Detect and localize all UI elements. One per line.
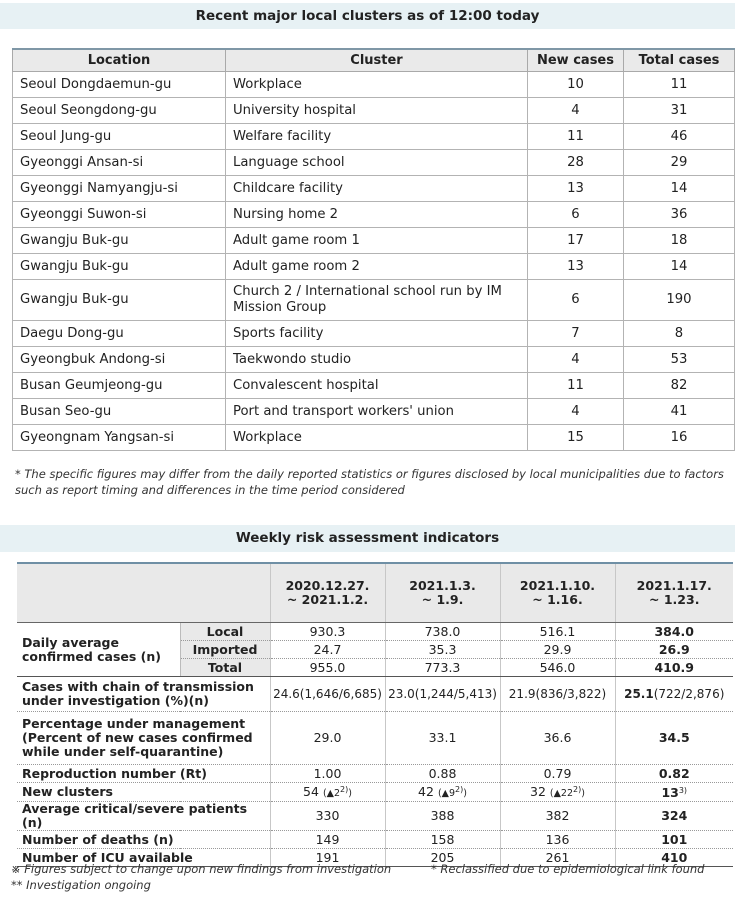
- total-cases-cell: 53: [624, 347, 735, 373]
- new-cases-cell: 11: [528, 373, 624, 399]
- new-cases-cell: 7: [528, 321, 624, 347]
- deaths-value: 149: [270, 831, 385, 849]
- period-header: [270, 563, 385, 623]
- new-clusters-number: 32: [530, 784, 546, 799]
- imported-value: 26.9: [615, 641, 733, 659]
- cluster-cell: Adult game room 2: [226, 254, 528, 280]
- critical-value: 388: [385, 802, 500, 831]
- total-cases-cell: 36: [624, 202, 735, 228]
- footnote-marker: 2): [573, 785, 582, 794]
- chain-n: (1,244/5,413): [414, 687, 497, 701]
- location-cell: Gyeonggi Ansan-si: [13, 150, 226, 176]
- total-label: Total: [180, 659, 270, 677]
- chain-pct: 24.6: [273, 687, 300, 701]
- row-new-clusters: [17, 783, 733, 802]
- clusters-title: Recent major local clusters as of 12:00 today: [0, 3, 735, 29]
- new-clusters-number: 54: [303, 784, 319, 799]
- local-value: 516.1: [500, 623, 615, 641]
- table-row: [13, 124, 735, 150]
- reclassified-note: (▲22: [549, 788, 574, 799]
- chain-value: [500, 677, 615, 712]
- period-end: ~ 1.9.: [421, 592, 464, 607]
- row-critical: [17, 802, 733, 831]
- location-cell: Seoul Jung-gu: [13, 124, 226, 150]
- new-clusters-number: 42: [418, 784, 434, 799]
- table-row: [13, 150, 735, 176]
- risk-header-blank: [17, 563, 270, 623]
- deaths-value: 158: [385, 831, 500, 849]
- period-start: 2021.1.17.: [636, 578, 712, 593]
- clusters-table: [12, 48, 735, 451]
- chain-pct: 25.1: [624, 687, 654, 701]
- icu-value: 261: [500, 849, 615, 867]
- period-end: ~ 2021.1.2.: [286, 592, 369, 607]
- table-row: [13, 280, 735, 321]
- col-header-new-cases: New cases: [528, 49, 624, 72]
- clusters-header-row: [13, 49, 735, 72]
- location-cell: Gwangju Buk-gu: [13, 280, 226, 321]
- total-cases-cell: 41: [624, 399, 735, 425]
- new-cases-cell: 4: [528, 347, 624, 373]
- location-cell: Busan Seo-gu: [13, 399, 226, 425]
- icu-value: 410: [615, 849, 733, 867]
- new-cases-cell: 6: [528, 280, 624, 321]
- footnote-ongoing: ** Investigation ongoing: [11, 878, 151, 892]
- table-row: [13, 98, 735, 124]
- new-clusters-value: [385, 783, 500, 802]
- chain-value: [385, 677, 500, 712]
- chain-n: (1,646/6,685): [299, 687, 382, 701]
- col-header-total-cases: Total cases: [624, 49, 735, 72]
- chain-n: (836/3,822): [535, 687, 607, 701]
- row-management: [17, 712, 733, 765]
- reclassified-note: (▲2: [322, 788, 340, 799]
- critical-value: 324: [615, 802, 733, 831]
- imported-value: 29.9: [500, 641, 615, 659]
- row-chain: [17, 677, 733, 712]
- management-label: Percentage under management (Percent of new cases confirmed while under self-quarantine): [17, 712, 270, 765]
- col-header-location: Location: [13, 49, 226, 72]
- cluster-cell: Welfare facility: [226, 124, 528, 150]
- total-value: 410.9: [615, 659, 733, 677]
- deaths-value: 136: [500, 831, 615, 849]
- new-cases-cell: 4: [528, 399, 624, 425]
- critical-value: 330: [270, 802, 385, 831]
- total-value: 546.0: [500, 659, 615, 677]
- management-value: 33.1: [385, 712, 500, 765]
- rt-value: 1.00: [270, 765, 385, 783]
- cluster-cell: Convalescent hospital: [226, 373, 528, 399]
- period-end: ~ 1.23.: [649, 592, 700, 607]
- cluster-cell: Church 2 / International school run by IM Mission Group: [226, 280, 528, 321]
- rt-value: 0.82: [615, 765, 733, 783]
- rt-label: Reproduction number (Rt): [17, 765, 270, 783]
- management-value: 36.6: [500, 712, 615, 765]
- reclassified-note: (▲9: [437, 788, 455, 799]
- table-row: [13, 72, 735, 98]
- chain-value: [270, 677, 385, 712]
- location-cell: Seoul Seongdong-gu: [13, 98, 226, 124]
- chain-pct: 21.9: [508, 687, 536, 701]
- new-cases-cell: 4: [528, 98, 624, 124]
- new-clusters-label: New clusters: [17, 783, 270, 802]
- period-header: [615, 563, 733, 623]
- col-header-cluster: Cluster: [226, 49, 528, 72]
- table-row: [13, 347, 735, 373]
- chain-pct: 23.0: [388, 687, 415, 701]
- new-clusters-value: [270, 783, 385, 802]
- new-cases-cell: 13: [528, 254, 624, 280]
- chain-label: Cases with chain of transmission under investigation (%)(n): [17, 677, 270, 712]
- risk-table: [17, 562, 733, 867]
- row-deaths: [17, 831, 733, 849]
- risk-footnotes: [11, 861, 731, 893]
- total-cases-cell: 18: [624, 228, 735, 254]
- total-value: 955.0: [270, 659, 385, 677]
- total-cases-cell: 8: [624, 321, 735, 347]
- new-cases-cell: 17: [528, 228, 624, 254]
- total-cases-cell: 11: [624, 72, 735, 98]
- cluster-cell: Childcare facility: [226, 176, 528, 202]
- imported-value: 24.7: [270, 641, 385, 659]
- rt-value: 0.88: [385, 765, 500, 783]
- new-cases-cell: 6: [528, 202, 624, 228]
- location-cell: Gyeongnam Yangsan-si: [13, 425, 226, 451]
- new-clusters-value: [615, 783, 733, 802]
- table-row: [13, 399, 735, 425]
- location-cell: Gyeonggi Suwon-si: [13, 202, 226, 228]
- clusters-footnote: * The specific figures may differ from the daily reported statistics or figures disclosed by local municipalities due to factors such as report timing and differences in the time period considered: [15, 467, 724, 497]
- new-cases-cell: 28: [528, 150, 624, 176]
- cluster-cell: University hospital: [226, 98, 528, 124]
- location-cell: Seoul Dongdaemun-gu: [13, 72, 226, 98]
- critical-value: 382: [500, 802, 615, 831]
- table-row: [13, 228, 735, 254]
- note-close: ): [581, 788, 585, 799]
- total-cases-cell: 16: [624, 425, 735, 451]
- cluster-cell: Workplace: [226, 425, 528, 451]
- chain-value: [615, 677, 733, 712]
- cluster-cell: Adult game room 1: [226, 228, 528, 254]
- icu-label: Number of ICU available: [17, 849, 270, 867]
- cluster-cell: Sports facility: [226, 321, 528, 347]
- cluster-cell: Taekwondo studio: [226, 347, 528, 373]
- icu-value: 191: [270, 849, 385, 867]
- imported-value: 35.3: [385, 641, 500, 659]
- footnote-marker: 3): [678, 786, 688, 795]
- period-header: [500, 563, 615, 623]
- rt-value: 0.79: [500, 765, 615, 783]
- total-cases-cell: 190: [624, 280, 735, 321]
- period-end: ~ 1.16.: [532, 592, 583, 607]
- new-cases-cell: 11: [528, 124, 624, 150]
- table-row: [13, 373, 735, 399]
- footnote-marker: 2): [340, 785, 349, 794]
- new-cases-cell: 13: [528, 176, 624, 202]
- deaths-label: Number of deaths (n): [17, 831, 270, 849]
- location-cell: Gyeonggi Namyangju-si: [13, 176, 226, 202]
- table-row: [13, 254, 735, 280]
- period-start: 2021.1.10.: [519, 578, 596, 593]
- period-header: [385, 563, 500, 623]
- local-value: 738.0: [385, 623, 500, 641]
- total-cases-cell: 46: [624, 124, 735, 150]
- row-local: [17, 623, 733, 641]
- management-value: 29.0: [270, 712, 385, 765]
- critical-label: Average critical/severe patients (n): [17, 802, 270, 831]
- risk-header-row: [17, 563, 733, 623]
- new-clusters-number: 13: [661, 785, 679, 800]
- location-cell: Gwangju Buk-gu: [13, 228, 226, 254]
- location-cell: Busan Geumjeong-gu: [13, 373, 226, 399]
- icu-value: 205: [385, 849, 500, 867]
- note-close: ): [348, 788, 352, 799]
- total-cases-cell: 14: [624, 176, 735, 202]
- local-label: Local: [180, 623, 270, 641]
- table-row: [13, 202, 735, 228]
- cluster-cell: Workplace: [226, 72, 528, 98]
- total-cases-cell: 82: [624, 373, 735, 399]
- table-row: [13, 176, 735, 202]
- period-start: 2020.12.27.: [285, 578, 370, 593]
- total-value: 773.3: [385, 659, 500, 677]
- chain-n: (722/2,876): [653, 687, 725, 701]
- cluster-cell: Language school: [226, 150, 528, 176]
- location-cell: Gwangju Buk-gu: [13, 254, 226, 280]
- table-row: [13, 321, 735, 347]
- total-cases-cell: 31: [624, 98, 735, 124]
- deaths-value: 101: [615, 831, 733, 849]
- footnote-reclassified: * Reclassified due to epidemiological link found: [431, 862, 705, 876]
- total-cases-cell: 14: [624, 254, 735, 280]
- location-cell: Daegu Dong-gu: [13, 321, 226, 347]
- new-cases-cell: 15: [528, 425, 624, 451]
- management-value: 34.5: [615, 712, 733, 765]
- footnote-change: ※ Figures subject to change upon new findings from investigation: [11, 862, 392, 876]
- new-cases-cell: 10: [528, 72, 624, 98]
- note-close: ): [463, 788, 467, 799]
- local-value: 930.3: [270, 623, 385, 641]
- location-cell: Gyeongbuk Andong-si: [13, 347, 226, 373]
- imported-label: Imported: [180, 641, 270, 659]
- cluster-cell: Port and transport workers' union: [226, 399, 528, 425]
- row-rt: [17, 765, 733, 783]
- total-cases-cell: 29: [624, 150, 735, 176]
- footnote-marker: 2): [455, 785, 464, 794]
- table-row: [13, 425, 735, 451]
- daily-average-label: Daily average confirmed cases (n): [17, 623, 180, 677]
- new-clusters-value: [500, 783, 615, 802]
- local-value: 384.0: [615, 623, 733, 641]
- cluster-cell: Nursing home 2: [226, 202, 528, 228]
- risk-title: Weekly risk assessment indicators: [0, 525, 735, 552]
- period-start: 2021.1.3.: [409, 578, 476, 593]
